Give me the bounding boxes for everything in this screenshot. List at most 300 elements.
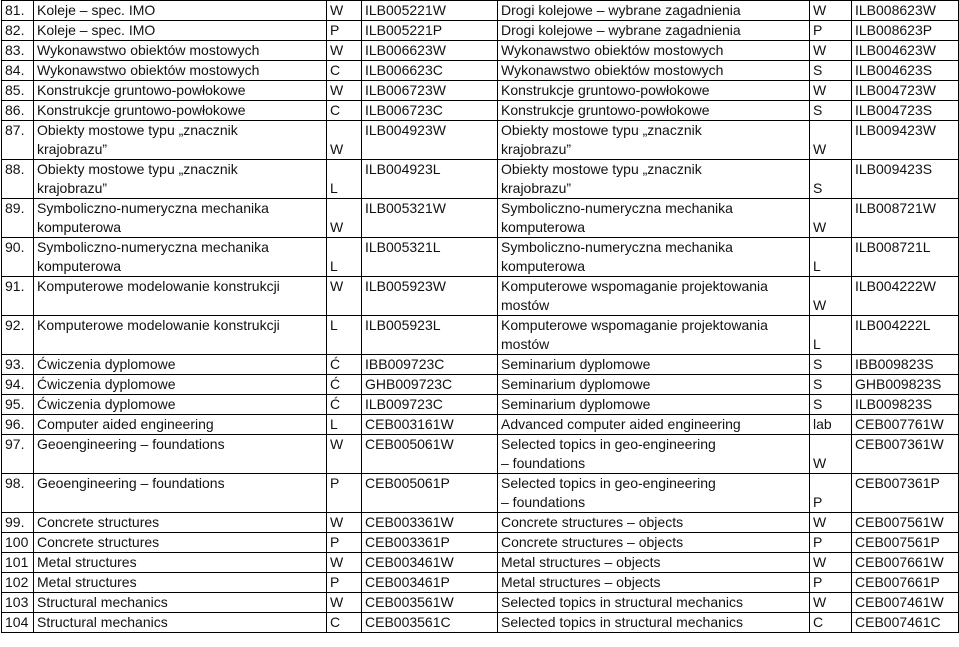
course-name-equivalent-text-line2: komputerowa — [501, 258, 586, 274]
row-number-text: 83. — [5, 42, 25, 58]
row-number — [2, 121, 34, 160]
course-form-current — [327, 375, 362, 395]
course-form-equivalent-text: P — [813, 22, 823, 38]
course-form-equivalent — [810, 435, 852, 474]
course-code-current — [362, 238, 498, 277]
row-number-text: 104 — [5, 614, 29, 630]
course-form-current — [327, 81, 362, 101]
table-row — [2, 199, 959, 238]
course-name-equivalent — [498, 277, 810, 316]
row-number-text: 100 — [5, 534, 29, 550]
course-name-current-text: Concrete structures — [37, 514, 160, 530]
course-code-equivalent-text: ILB008721L — [855, 239, 931, 255]
row-number — [2, 474, 34, 513]
table-row — [2, 41, 959, 61]
course-name-current-text: Metal structures — [37, 574, 137, 590]
course-name-equivalent-text: Selected topics in geo-engineering — [501, 436, 716, 452]
course-form-current — [327, 513, 362, 533]
course-form-equivalent-text: P — [813, 534, 823, 550]
course-name-current — [34, 61, 327, 81]
course-name-current-text: Concrete structures — [37, 534, 160, 550]
course-form-equivalent — [810, 573, 852, 593]
course-name-current — [34, 101, 327, 121]
course-name-current-text: Koleje – spec. IMO — [37, 2, 156, 18]
course-name-current — [34, 375, 327, 395]
row-number — [2, 435, 34, 474]
row-number — [2, 533, 34, 553]
course-name-equivalent — [498, 61, 810, 81]
course-form-equivalent — [810, 415, 852, 435]
course-name-equivalent-text: Selected topics in geo-engineering — [501, 475, 716, 491]
course-name-current-text: Obiekty mostowe typu „znacznik — [37, 161, 238, 177]
course-name-equivalent-text-line2: – foundations — [501, 455, 586, 471]
course-form-equivalent-text: S — [813, 376, 823, 392]
course-code-equivalent — [852, 101, 959, 121]
course-form-current — [327, 61, 362, 81]
course-code-current — [362, 41, 498, 61]
row-number-text: 101 — [5, 554, 29, 570]
course-form-equivalent — [810, 553, 852, 573]
course-form-equivalent — [810, 21, 852, 41]
course-code-current-text: ILB005321W — [365, 200, 446, 216]
course-form-current-text: W — [330, 436, 344, 452]
course-code-current — [362, 533, 498, 553]
course-form-equivalent — [810, 1, 852, 21]
course-name-current — [34, 395, 327, 415]
course-name-equivalent — [498, 573, 810, 593]
course-form-current-text: W — [330, 514, 344, 530]
course-name-current-text: Metal structures — [37, 554, 137, 570]
row-number — [2, 21, 34, 41]
course-code-equivalent-text: ILB004723W — [855, 82, 936, 98]
course-name-current — [34, 474, 327, 513]
course-code-current — [362, 21, 498, 41]
row-number-text: 94. — [5, 376, 25, 392]
course-code-current — [362, 355, 498, 375]
course-form-current — [327, 277, 362, 316]
course-form-current-text: W — [330, 42, 344, 58]
course-form-equivalent-text: W — [813, 455, 827, 471]
course-name-equivalent-text: Drogi kolejowe – wybrane zagadnienia — [501, 22, 741, 38]
row-number — [2, 199, 34, 238]
course-name-current-text: Komputerowe modelowanie konstrukcji — [37, 278, 280, 294]
course-code-equivalent-text: CEB007661P — [855, 574, 940, 590]
row-number-text: 95. — [5, 396, 25, 412]
course-code-current-text: CEB005061P — [365, 475, 450, 491]
course-form-equivalent-text: P — [813, 574, 823, 590]
course-form-equivalent-text: S — [813, 356, 823, 372]
course-name-equivalent — [498, 21, 810, 41]
course-name-current-text: Ćwiczenia dyplomowe — [37, 356, 176, 372]
course-form-current — [327, 199, 362, 238]
course-name-current-text: Obiekty mostowe typu „znacznik — [37, 122, 238, 138]
course-name-current-text: Komputerowe modelowanie konstrukcji — [37, 317, 280, 333]
course-form-equivalent — [810, 199, 852, 238]
course-name-current-text: Structural mechanics — [37, 594, 168, 610]
table-row — [2, 395, 959, 415]
row-number-text: 103 — [5, 594, 29, 610]
course-name-equivalent — [498, 533, 810, 553]
course-name-current — [34, 593, 327, 613]
row-number-text: 86. — [5, 102, 25, 118]
course-name-current — [34, 533, 327, 553]
course-code-current-text: ILB005923L — [365, 317, 441, 333]
course-name-current-text: Konstrukcje gruntowo-powłokowe — [37, 102, 246, 118]
course-name-current-text: Ćwiczenia dyplomowe — [37, 376, 176, 392]
course-code-current — [362, 1, 498, 21]
course-form-current — [327, 613, 362, 633]
course-name-equivalent-text: Wykonawstwo obiektów mostowych — [501, 62, 724, 78]
course-name-equivalent — [498, 81, 810, 101]
course-code-current — [362, 415, 498, 435]
course-form-equivalent — [810, 533, 852, 553]
table-row — [2, 238, 959, 277]
course-name-equivalent-text: Konstrukcje gruntowo-powłokowe — [501, 102, 710, 118]
course-form-current-text: C — [330, 102, 341, 118]
course-code-equivalent-text: CEB007761W — [855, 416, 944, 432]
course-form-equivalent-text: W — [813, 594, 827, 610]
table-row — [2, 277, 959, 316]
course-code-current — [362, 553, 498, 573]
course-code-equivalent-text: CEB007561P — [855, 534, 940, 550]
course-code-equivalent — [852, 573, 959, 593]
course-name-equivalent-text: Obiekty mostowe typu „znacznik — [501, 161, 702, 177]
course-name-current — [34, 553, 327, 573]
course-name-equivalent — [498, 199, 810, 238]
course-code-current — [362, 277, 498, 316]
course-form-equivalent-text: S — [813, 102, 823, 118]
course-form-equivalent-text: P — [813, 494, 823, 510]
course-name-equivalent-text: Symboliczno-numeryczna mechanika — [501, 239, 733, 255]
course-code-equivalent-text: ILB004222W — [855, 278, 936, 294]
course-name-equivalent-text: Concrete structures – objects — [501, 534, 684, 550]
course-code-equivalent-text: CEB007461W — [855, 594, 944, 610]
course-form-equivalent-text: W — [813, 82, 827, 98]
course-code-equivalent-text: ILB004623W — [855, 42, 936, 58]
course-name-current — [34, 81, 327, 101]
course-code-equivalent — [852, 395, 959, 415]
course-name-equivalent — [498, 238, 810, 277]
course-equivalence-table — [1, 0, 959, 633]
course-code-equivalent — [852, 81, 959, 101]
course-name-equivalent-text: Selected topics in structural mechanics — [501, 594, 743, 610]
course-name-current-text-line2: komputerowa — [37, 258, 122, 274]
course-form-equivalent — [810, 316, 852, 355]
course-name-equivalent-text-line2: mostów — [501, 297, 550, 313]
course-code-equivalent — [852, 316, 959, 355]
row-number-text: 89. — [5, 200, 25, 216]
course-form-equivalent-text: lab — [813, 416, 832, 432]
course-form-equivalent-text: W — [813, 219, 827, 235]
course-code-current-text: ILB005221P — [365, 22, 443, 38]
course-code-current-text: CEB003361W — [365, 514, 454, 530]
course-name-current — [34, 160, 327, 199]
table-row — [2, 101, 959, 121]
course-name-equivalent — [498, 316, 810, 355]
course-form-current-text: Ć — [330, 356, 341, 372]
course-code-equivalent — [852, 121, 959, 160]
course-name-equivalent — [498, 160, 810, 199]
course-name-current-text: Computer aided engineering — [37, 416, 214, 432]
course-name-equivalent-text: Wykonawstwo obiektów mostowych — [501, 42, 724, 58]
course-form-equivalent — [810, 61, 852, 81]
course-name-current-text-line2: krajobrazu” — [37, 180, 108, 196]
course-name-current-text: Koleje – spec. IMO — [37, 22, 156, 38]
course-name-equivalent-text-line2: krajobrazu” — [501, 180, 572, 196]
course-code-equivalent — [852, 41, 959, 61]
course-form-equivalent-text: W — [813, 2, 827, 18]
course-form-equivalent — [810, 121, 852, 160]
course-name-equivalent — [498, 101, 810, 121]
course-form-equivalent — [810, 81, 852, 101]
course-name-current — [34, 316, 327, 355]
course-code-current-text: ILB005923W — [365, 278, 446, 294]
course-form-equivalent-text: C — [813, 614, 824, 630]
course-code-equivalent-text: ILB008623P — [855, 22, 933, 38]
course-form-current — [327, 415, 362, 435]
course-code-current-text: CEB003561C — [365, 614, 451, 630]
course-form-current — [327, 41, 362, 61]
course-name-equivalent-text: Konstrukcje gruntowo-powłokowe — [501, 82, 710, 98]
course-name-equivalent-text: Metal structures – objects — [501, 554, 661, 570]
course-code-current-text: ILB006623C — [365, 62, 443, 78]
course-name-equivalent — [498, 613, 810, 633]
course-form-equivalent-text: L — [813, 258, 821, 274]
course-form-current — [327, 553, 362, 573]
course-name-equivalent — [498, 415, 810, 435]
row-number-text: 99. — [5, 514, 25, 530]
course-code-current-text: CEB003561W — [365, 594, 454, 610]
row-number-text: 88. — [5, 161, 25, 177]
course-form-equivalent-text: S — [813, 180, 823, 196]
course-code-equivalent-text: ILB004623S — [855, 62, 933, 78]
course-name-equivalent-text-line2: mostów — [501, 336, 550, 352]
course-name-current-text-line2: komputerowa — [37, 219, 122, 235]
course-form-current-text: L — [330, 317, 338, 333]
course-name-current-text-line2: krajobrazu” — [37, 141, 108, 157]
course-name-current-text: Symboliczno-numeryczna mechanika — [37, 239, 269, 255]
course-name-current-text: Wykonawstwo obiektów mostowych — [37, 42, 260, 58]
course-form-current-text: P — [330, 534, 340, 550]
table-row — [2, 435, 959, 474]
course-name-current-text: Symboliczno-numeryczna mechanika — [37, 200, 269, 216]
course-form-current-text: W — [330, 594, 344, 610]
course-name-current — [34, 1, 327, 21]
course-name-current — [34, 199, 327, 238]
course-form-equivalent-text: W — [813, 514, 827, 530]
course-code-equivalent-text: CEB007661W — [855, 554, 944, 570]
course-form-current — [327, 435, 362, 474]
course-form-current — [327, 238, 362, 277]
course-code-equivalent — [852, 277, 959, 316]
course-name-current — [34, 238, 327, 277]
row-number-text: 92. — [5, 317, 25, 333]
course-code-current-text: CEB003161W — [365, 416, 454, 432]
course-form-current — [327, 316, 362, 355]
row-number — [2, 375, 34, 395]
row-number-text: 93. — [5, 356, 25, 372]
course-form-current — [327, 1, 362, 21]
course-code-current-text: GHB009723C — [365, 376, 453, 392]
course-name-equivalent-text: Drogi kolejowe – wybrane zagadnienia — [501, 2, 741, 18]
course-code-current — [362, 121, 498, 160]
course-form-equivalent — [810, 513, 852, 533]
course-name-equivalent — [498, 375, 810, 395]
course-form-current — [327, 533, 362, 553]
course-code-equivalent — [852, 513, 959, 533]
course-code-equivalent-text: ILB008721W — [855, 200, 936, 216]
course-name-equivalent-text: Selected topics in structural mechanics — [501, 614, 743, 630]
course-form-equivalent — [810, 613, 852, 633]
course-name-current — [34, 355, 327, 375]
course-name-current — [34, 435, 327, 474]
row-number-text: 82. — [5, 22, 25, 38]
course-form-equivalent-text: S — [813, 62, 823, 78]
course-code-current-text: CEB003461W — [365, 554, 454, 570]
course-form-equivalent — [810, 355, 852, 375]
row-number — [2, 355, 34, 375]
course-form-equivalent-text: W — [813, 141, 827, 157]
course-code-current-text: ILB006723W — [365, 82, 446, 98]
course-name-equivalent — [498, 553, 810, 573]
table-row — [2, 81, 959, 101]
course-code-equivalent — [852, 553, 959, 573]
course-form-current — [327, 101, 362, 121]
course-name-equivalent — [498, 513, 810, 533]
course-form-current-text: C — [330, 614, 341, 630]
row-number — [2, 613, 34, 633]
row-number-text: 96. — [5, 416, 25, 432]
course-code-current — [362, 316, 498, 355]
course-code-equivalent — [852, 435, 959, 474]
course-code-equivalent-text: CEB007561W — [855, 514, 944, 530]
course-code-equivalent-text: CEB007361W — [855, 436, 944, 452]
course-form-current — [327, 593, 362, 613]
course-name-current — [34, 41, 327, 61]
course-code-current-text: ILB004923L — [365, 161, 441, 177]
course-code-equivalent — [852, 593, 959, 613]
course-code-current-text: ILB005221W — [365, 2, 446, 18]
course-form-current — [327, 474, 362, 513]
table-row — [2, 513, 959, 533]
course-form-current-text: L — [330, 258, 338, 274]
row-number-text: 91. — [5, 278, 25, 294]
course-name-equivalent-text: Komputerowe wspomaganie projektowania — [501, 278, 768, 294]
table-row — [2, 533, 959, 553]
row-number — [2, 513, 34, 533]
course-code-equivalent-text: ILB008623W — [855, 2, 936, 18]
course-code-equivalent — [852, 61, 959, 81]
course-code-equivalent-text: GHB009823S — [855, 376, 942, 392]
course-form-equivalent-text: W — [813, 42, 827, 58]
course-form-current — [327, 573, 362, 593]
course-name-equivalent — [498, 593, 810, 613]
course-name-current-text: Structural mechanics — [37, 614, 168, 630]
course-name-current — [34, 277, 327, 316]
course-form-current-text: W — [330, 82, 344, 98]
course-form-current-text: L — [330, 180, 338, 196]
table-row — [2, 160, 959, 199]
row-number — [2, 81, 34, 101]
row-number-text: 97. — [5, 436, 25, 452]
course-code-equivalent-text: CEB007361P — [855, 475, 940, 491]
row-number-text: 84. — [5, 62, 25, 78]
course-code-current — [362, 593, 498, 613]
course-code-equivalent — [852, 160, 959, 199]
course-form-current-text: W — [330, 554, 344, 570]
row-number — [2, 41, 34, 61]
course-code-current-text: ILB005321L — [365, 239, 441, 255]
table-row — [2, 21, 959, 41]
course-name-current-text: Wykonawstwo obiektów mostowych — [37, 62, 260, 78]
course-name-current — [34, 513, 327, 533]
course-code-equivalent — [852, 355, 959, 375]
course-form-equivalent — [810, 474, 852, 513]
course-name-equivalent-text: Symboliczno-numeryczna mechanika — [501, 200, 733, 216]
course-code-current — [362, 395, 498, 415]
course-form-current — [327, 160, 362, 199]
course-code-equivalent-text: ILB009423W — [855, 122, 936, 138]
course-code-current — [362, 513, 498, 533]
course-name-current-text: Ćwiczenia dyplomowe — [37, 396, 176, 412]
course-code-equivalent — [852, 375, 959, 395]
table-row — [2, 121, 959, 160]
course-name-equivalent — [498, 121, 810, 160]
course-name-equivalent — [498, 1, 810, 21]
row-number — [2, 277, 34, 316]
course-form-equivalent — [810, 101, 852, 121]
course-code-current-text: CEB003461P — [365, 574, 450, 590]
course-form-equivalent-text: W — [813, 297, 827, 313]
table-row — [2, 375, 959, 395]
course-name-current-text: Geoengineering – foundations — [37, 475, 225, 491]
table-row — [2, 613, 959, 633]
course-form-current — [327, 121, 362, 160]
course-name-equivalent-text: Seminarium dyplomowe — [501, 396, 651, 412]
course-name-equivalent-text: Advanced computer aided engineering — [501, 416, 741, 432]
row-number-text: 98. — [5, 475, 25, 491]
row-number — [2, 395, 34, 415]
course-code-equivalent-text: CEB007461C — [855, 614, 941, 630]
course-name-equivalent-text: Concrete structures – objects — [501, 514, 684, 530]
row-number-text: 102 — [5, 574, 29, 590]
course-form-current-text: W — [330, 2, 344, 18]
course-code-current-text: ILB009723C — [365, 396, 443, 412]
course-form-current — [327, 395, 362, 415]
table-row — [2, 415, 959, 435]
course-code-current — [362, 573, 498, 593]
course-code-equivalent-text: IBB009823S — [855, 356, 934, 372]
course-code-equivalent — [852, 199, 959, 238]
course-name-current — [34, 573, 327, 593]
course-form-current-text: L — [330, 416, 338, 432]
course-name-current — [34, 613, 327, 633]
course-code-current — [362, 375, 498, 395]
course-code-equivalent — [852, 533, 959, 553]
course-name-equivalent-text: Komputerowe wspomaganie projektowania — [501, 317, 768, 333]
course-code-equivalent — [852, 474, 959, 513]
course-form-current-text: W — [330, 278, 344, 294]
course-form-current-text: W — [330, 141, 344, 157]
course-code-current — [362, 101, 498, 121]
course-code-current — [362, 474, 498, 513]
row-number-text: 85. — [5, 82, 25, 98]
course-name-equivalent — [498, 355, 810, 375]
course-name-equivalent-text: Seminarium dyplomowe — [501, 356, 651, 372]
course-form-current — [327, 21, 362, 41]
course-form-equivalent-text: L — [813, 336, 821, 352]
table-row — [2, 553, 959, 573]
